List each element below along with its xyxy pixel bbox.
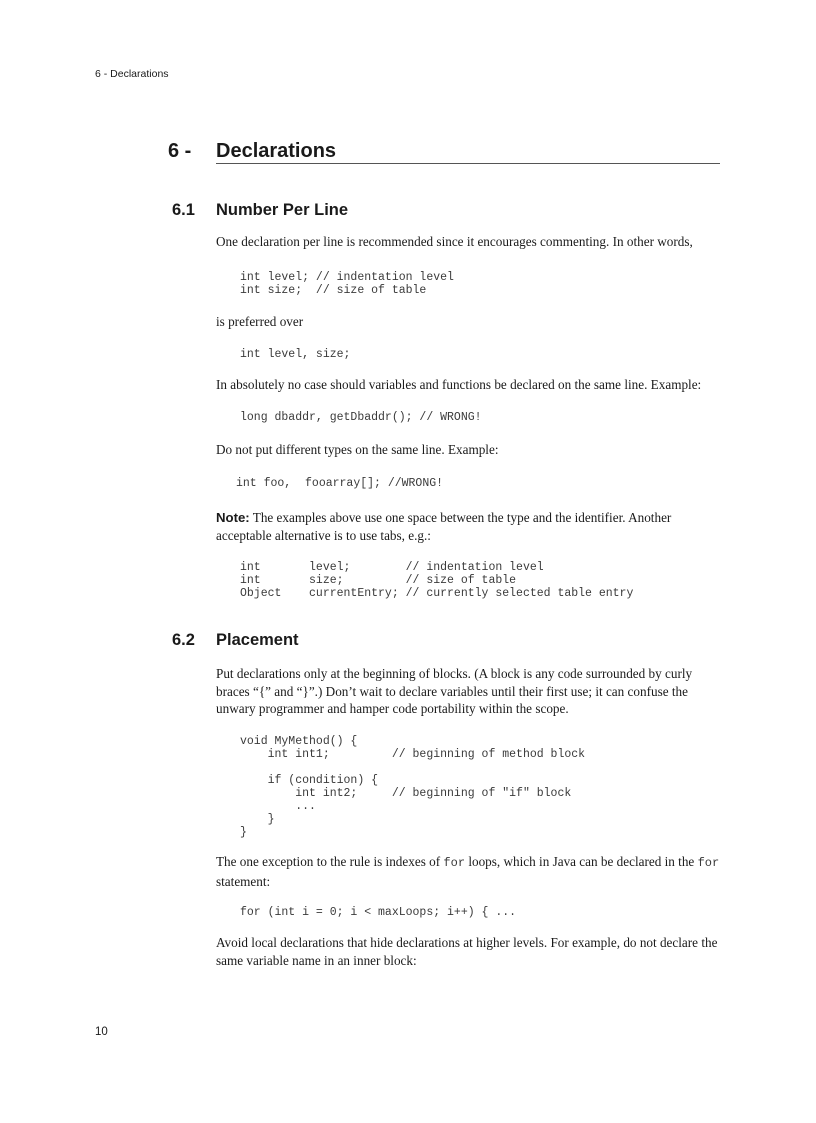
paragraph: is preferred over <box>216 314 304 329</box>
section-title: Placement <box>216 631 299 649</box>
paragraph: Put declarations only at the beginning of blocks. (A block is any code surrounded by curly braces “{” and “}”.) Don’t wait to declare variables until their first use; it can confuse the unwary programmer and hamper code portability within the scope. <box>216 666 693 716</box>
paragraph: In absolutely no case should variables and functions be declared on the same line. Example: <box>216 377 702 392</box>
code-block: int foo, fooarray[]; //WRONG! <box>236 477 444 490</box>
code-block: int level; // indentation level int size; // size of table <box>240 271 454 297</box>
paragraph: Avoid local declarations that hide declarations at higher levels. For example, do not declare the same variable name in an inner block: <box>216 935 718 968</box>
note-paragraph <box>216 509 721 544</box>
paragraph <box>216 853 721 890</box>
page-number: 10 <box>95 1026 108 1038</box>
code-block: int level; // indentation level int size; // size of table Object currentEntry; // currently selected table entry <box>240 561 634 600</box>
text-run: The one exception to the rule is indexes of <box>216 854 444 869</box>
running-header: 6 - Declarations <box>95 68 169 80</box>
section-title: Number Per Line <box>216 201 349 219</box>
inline-code: for <box>443 856 466 870</box>
paragraph: One declaration per line is recommended since it encourages commenting. In other words, <box>216 234 693 249</box>
code-block: void MyMethod() { int int1; // beginning of method block if (condition) { int int2; // beginning of "if" block ... } } <box>240 735 586 839</box>
note-label: Note: <box>216 510 250 525</box>
paragraph: Do not put different types on the same line. Example: <box>216 442 499 457</box>
chapter-title-rule <box>216 163 720 164</box>
text-run: statement: <box>216 873 271 889</box>
chapter-number: 6 - <box>168 140 192 162</box>
inline-code: for <box>697 856 720 870</box>
text-run: loops, which in Java can be declared in the <box>465 854 698 869</box>
chapter-title: Declarations <box>216 140 337 162</box>
note-text: The examples above use one space between the type and the identifier. Another acceptable alternative is to use tabs, e.g.: <box>216 510 672 543</box>
code-block: long dbaddr, getDbaddr(); // WRONG! <box>240 411 482 424</box>
code-block: int level, size; <box>240 348 351 361</box>
section-number: 6.1 <box>172 201 195 219</box>
section-number: 6.2 <box>172 631 195 649</box>
code-block: for (int i = 0; i < maxLoops; i++) { ... <box>240 906 517 919</box>
